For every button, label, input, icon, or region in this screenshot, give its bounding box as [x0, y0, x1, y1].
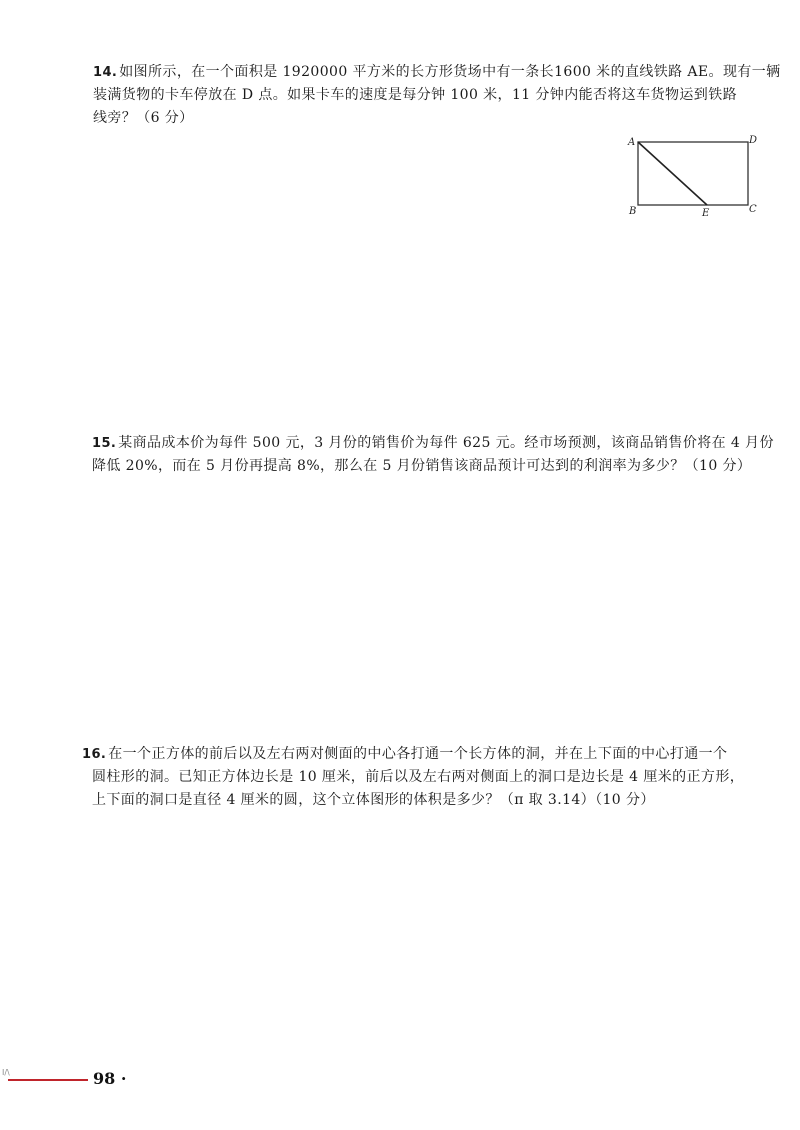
problem-14: [93, 61, 781, 130]
problem-16: [82, 743, 772, 812]
yard-rectangle: [638, 142, 748, 205]
corner-mark: I/\: [2, 1068, 10, 1077]
problem-16-text-1: 在一个正方体的前后以及左右两对侧面的中心各打通一个长方体的洞，并在上下面的中心打通一个: [108, 746, 728, 762]
label-B: B: [629, 206, 637, 217]
footer-rule: [8, 1079, 88, 1081]
problem-14-number: 14.: [93, 65, 118, 80]
problem-16-line-2: 圆柱形的洞。已知正方体边长是 10 厘米，前后以及左右两对侧面上的洞口是边长是 4 厘米的正方形，: [92, 769, 745, 785]
label-A: A: [628, 137, 636, 148]
problem-14-line-2: 装满货物的卡车停放在 D 点。如果卡车的速度是每分钟 100 米，11 分钟内能否将这车货物运到铁路: [93, 87, 738, 103]
page-footer: [0, 1068, 160, 1098]
problem-15: [92, 432, 774, 478]
label-C: C: [749, 204, 757, 215]
problem-16-number: 16.: [82, 747, 107, 762]
problem-15-line-1: [92, 432, 774, 455]
problem-14-line-3: 线旁？（6 分）: [93, 110, 194, 126]
page-number: 98 ·: [93, 1069, 127, 1088]
label-D: D: [749, 135, 758, 146]
problem-15-line-2: 降低 20%，而在 5 月份再提高 8%，那么在 5 月份销售该商品预计可达到的利润率为多少？（10 分）: [92, 458, 752, 474]
problem-15-number: 15.: [92, 436, 117, 451]
label-E: E: [702, 208, 710, 219]
rectangle-diagram: [625, 132, 760, 222]
problem-14-text-1: 如图所示，在一个面积是 1920000 平方米的长方形货场中有一条长1600 米的直线铁路 AE。现有一辆: [119, 64, 781, 80]
problem-16-line-1: [82, 743, 772, 766]
rectangle-figure: [625, 132, 760, 222]
railway-line-AE: [638, 142, 707, 205]
problem-14-line-1: [93, 61, 781, 84]
problem-15-text-1: 某商品成本价为每件 500 元，3 月份的销售价为每件 625 元。经市场预测，该商品销售价将在 4 月份: [118, 435, 774, 451]
problem-16-line-3: 上下面的洞口是直径 4 厘米的圆，这个立体图形的体积是多少？（π 取 3.14）（10 分）: [92, 792, 655, 808]
